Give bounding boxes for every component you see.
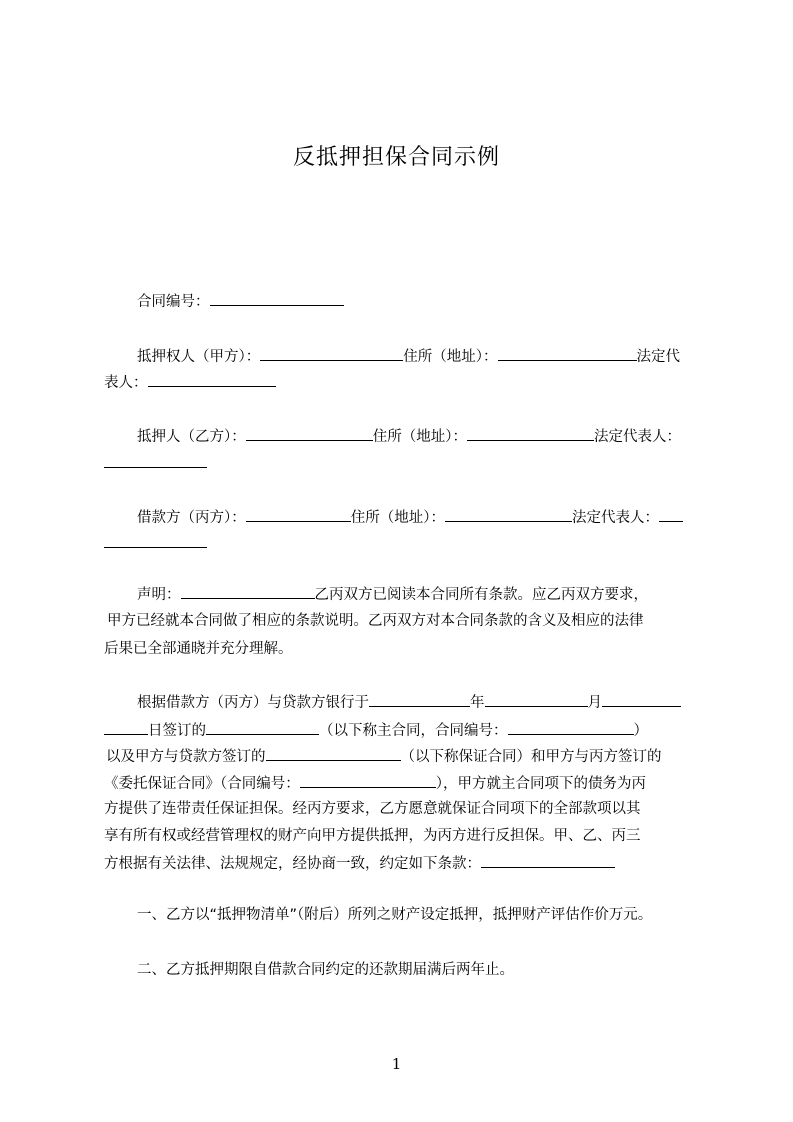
preamble-line-4 xyxy=(104,773,704,793)
preamble-text-3a: 以及甲方与贷款方签订的 xyxy=(106,749,266,765)
preamble-text-3b: （以下称保证合同）和甲方与丙方签订的 xyxy=(400,749,662,765)
preamble-text-2b: （以下称主合同，合同编号： xyxy=(319,723,508,739)
borrower-label: 借款方（丙方）： xyxy=(137,510,246,526)
mortgagor-line xyxy=(137,426,737,446)
preamble-text-7: 方根据有关法律、法规规定，经协商一致，约定如下条款： xyxy=(104,856,481,872)
main-contract-no-blank xyxy=(508,720,634,735)
month-blank xyxy=(485,692,588,707)
entrust-contract-no-blank xyxy=(300,773,436,788)
mortgagee-address-blank xyxy=(498,346,637,361)
mortgagee-line-2 xyxy=(104,372,704,392)
preamble-text-1a: 根据借款方（丙方）与贷款方银行于 xyxy=(137,695,369,711)
mortgagee-line xyxy=(137,346,737,366)
mortgagor-rep-label: 法定代表人： xyxy=(594,429,681,445)
statement-blank xyxy=(181,584,315,599)
preamble-line-6: 享有所有权或经营管理权的财产向甲方提供抵押，为丙方进行反担保。甲、乙、丙三 xyxy=(104,828,641,844)
mortgagor-label: 抵押人（乙方）： xyxy=(137,429,246,445)
clause-1: 一、乙方以“抵押物清单”（附后）所列之财产设定抵押，抵押财产评估作价万元。 xyxy=(137,907,653,923)
terms-blank xyxy=(481,853,615,868)
mortgagee-label: 抵押权人（甲方）： xyxy=(137,349,261,365)
year-label: 年 xyxy=(470,695,485,711)
borrower-line xyxy=(137,507,737,527)
page-number: 1 xyxy=(391,1055,402,1073)
borrower-rep-blank-a xyxy=(659,507,683,522)
mortgagee-rep-label-cont: 表人： xyxy=(104,375,148,391)
statement-label: 声明： xyxy=(137,587,181,603)
statement-text-1: 乙丙双方已阅读本合同所有条款。应乙丙双方要求， xyxy=(314,587,648,603)
preamble-line-3 xyxy=(106,746,706,766)
year-blank xyxy=(369,692,470,707)
month-label: 月 xyxy=(587,695,602,711)
clause-2: 二、乙方抵押期限自借款合同约定的还款期届满后两年止。 xyxy=(137,962,514,978)
preamble-line-7 xyxy=(104,853,704,873)
preamble-text-2c: ） xyxy=(633,723,648,739)
day-blank-b xyxy=(104,720,148,735)
day-blank-a xyxy=(602,692,681,707)
contract-number-blank xyxy=(210,291,344,306)
day-label: 日签订的 xyxy=(148,723,206,739)
preamble-line-2 xyxy=(104,720,704,740)
preamble-line-5: 方提供了连带责任保证担保。经丙方要求，乙方愿意就保证合同项下的全部款项以其 xyxy=(104,801,641,817)
mortgagor-rep-blank xyxy=(104,453,207,468)
borrower-address-label: 住所（地址）： xyxy=(350,510,445,526)
mortgagee-rep-label: 法定代 xyxy=(636,349,680,365)
mortgagee-rep-blank xyxy=(148,372,276,387)
preamble-text-4b: ），甲方就主合同项下的债务为丙 xyxy=(435,776,646,792)
mortgagor-address-blank xyxy=(467,426,594,441)
borrower-line-2 xyxy=(104,533,704,553)
statement-line-1 xyxy=(137,584,737,604)
mortgagor-address-label: 住所（地址）： xyxy=(372,429,467,445)
guarantee-contract-blank xyxy=(266,746,401,761)
main-contract-blank xyxy=(206,720,319,735)
preamble-line-1 xyxy=(137,692,737,712)
statement-line-3: 后果已全部通晓并充分理解。 xyxy=(104,641,293,657)
borrower-rep-label: 法定代表人： xyxy=(572,510,659,526)
borrower-rep-blank-b xyxy=(104,533,207,548)
mortgagor-line-2 xyxy=(104,453,704,473)
mortgagee-name-blank xyxy=(260,346,403,361)
contract-number-label: 合同编号： xyxy=(137,294,210,310)
mortgagee-address-label: 住所（地址）： xyxy=(403,349,498,365)
borrower-address-blank xyxy=(445,507,572,522)
document-title: 反抵押担保合同示例 xyxy=(292,145,500,170)
preamble-text-4a: 《委托保证合同》（合同编号： xyxy=(104,776,300,792)
borrower-name-blank xyxy=(246,507,351,522)
statement-line-2: 甲方已经就本合同做了相应的条款说明。乙丙双方对本合同条款的含义及相应的法律 xyxy=(107,613,644,629)
contract-number-line xyxy=(137,291,737,311)
mortgagor-name-blank xyxy=(246,426,373,441)
